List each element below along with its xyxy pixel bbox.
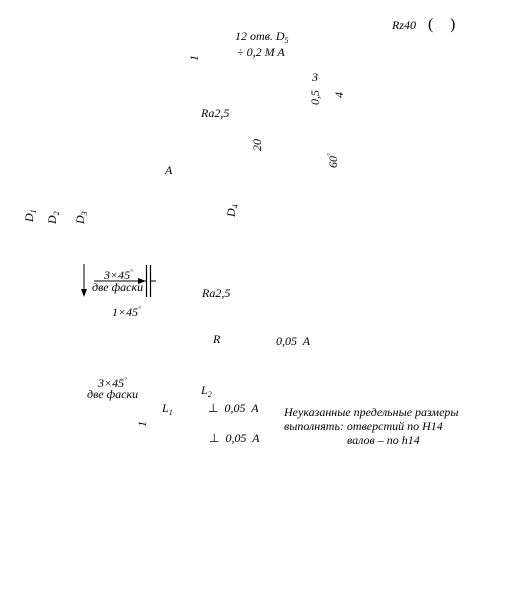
note-line-2: выполнять: отверстий по H14 [284, 419, 443, 433]
diameter-d3-sub: 3 [80, 211, 89, 216]
runout-top-datum: A [302, 334, 311, 348]
holes-modifier: M [264, 45, 275, 59]
chamfer-lower-note: две фаски [87, 387, 139, 401]
perpendicularity-2-value: 0,05 [225, 431, 247, 445]
arrow-head-down [81, 289, 87, 297]
perpendicularity-2-symbol: ⊥ [209, 431, 220, 445]
length-l1 [162, 401, 173, 420]
angle-60 [323, 153, 340, 168]
roughness-general [392, 18, 416, 32]
diameter-d3 [73, 211, 92, 224]
dimension-0-5: 0,5 [308, 90, 322, 105]
diameter-d1-letter: D [22, 213, 36, 222]
dimension-4: 4 [332, 92, 346, 98]
runout-top-value: 0,05 [276, 334, 297, 348]
chamfer-upper-note: две фаски [92, 280, 144, 294]
perpendicularity-tolerance-1 [208, 401, 259, 415]
diameter-d2-sub: 2 [52, 211, 61, 216]
diameter-d1-sub: 1 [29, 209, 38, 214]
bracket-close: ) [450, 16, 456, 33]
perpendicularity-1-value: 0,05 [224, 401, 246, 415]
note-line-1: Неуказанные предельные размеры [284, 405, 459, 419]
runout-tolerance-top [276, 334, 310, 348]
holes-diameter: D [275, 29, 285, 43]
length-l1-sub: 1 [168, 408, 173, 417]
chamfer-small-value: 1×45 [112, 305, 139, 319]
holes-diameter-sub: 5 [284, 36, 289, 45]
dimension-3: 3 [312, 70, 318, 84]
holes-tolerance: ÷ 0,2 [237, 45, 262, 59]
dimension-1-top: 1 [187, 55, 201, 61]
chamfer-upper-degree: ° [130, 268, 133, 276]
perpendicularity-tolerance-2 [209, 431, 260, 445]
length-l2-sub: 2 [207, 390, 212, 399]
length-l2-letter: L [201, 383, 208, 397]
chamfer-upper-size-value: 3×45 [104, 268, 131, 282]
holes-count: 12 отв. [235, 29, 273, 43]
chamfer-lower-size-value: 3×45 [98, 376, 125, 390]
bracket-open: ( [428, 16, 434, 33]
angle-60-value: 60 [326, 156, 340, 168]
roughness-lower: Ra2,5 [202, 286, 231, 300]
length-l1-letter: L [162, 401, 169, 415]
dimension-1-bottom: 1 [135, 421, 149, 427]
diameter-d4-sub: 4 [231, 204, 240, 209]
perpendicularity-2-datum: A [252, 431, 260, 445]
holes-datum: A [277, 45, 285, 59]
chamfer-small-degree: ° [138, 305, 141, 313]
perpendicularity-1-datum: A [251, 401, 259, 415]
diameter-d4-letter: D [224, 208, 238, 217]
datum-a-label: A [165, 163, 173, 177]
diameter-d2 [45, 211, 64, 224]
roughness-upper: Ra2,5 [201, 106, 230, 120]
chamfer-lower-degree: ° [124, 376, 127, 384]
diameter-d1 [22, 209, 41, 222]
diameter-d3-letter: D [73, 215, 87, 224]
dimension-20: 20 [250, 139, 264, 151]
length-l2 [201, 383, 212, 402]
chamfer-small [112, 302, 141, 319]
angle-degree-symbol: ° [326, 153, 334, 156]
roughness-general-value: Rz40 [392, 18, 416, 32]
diameter-d4 [224, 204, 243, 217]
perpendicularity-1-symbol: ⊥ [208, 401, 219, 415]
radius-label: R [213, 332, 221, 346]
note-line-3: валов – по h14 [347, 433, 420, 447]
holes-position-tolerance [237, 45, 285, 59]
diameter-d2-letter: D [45, 215, 59, 224]
